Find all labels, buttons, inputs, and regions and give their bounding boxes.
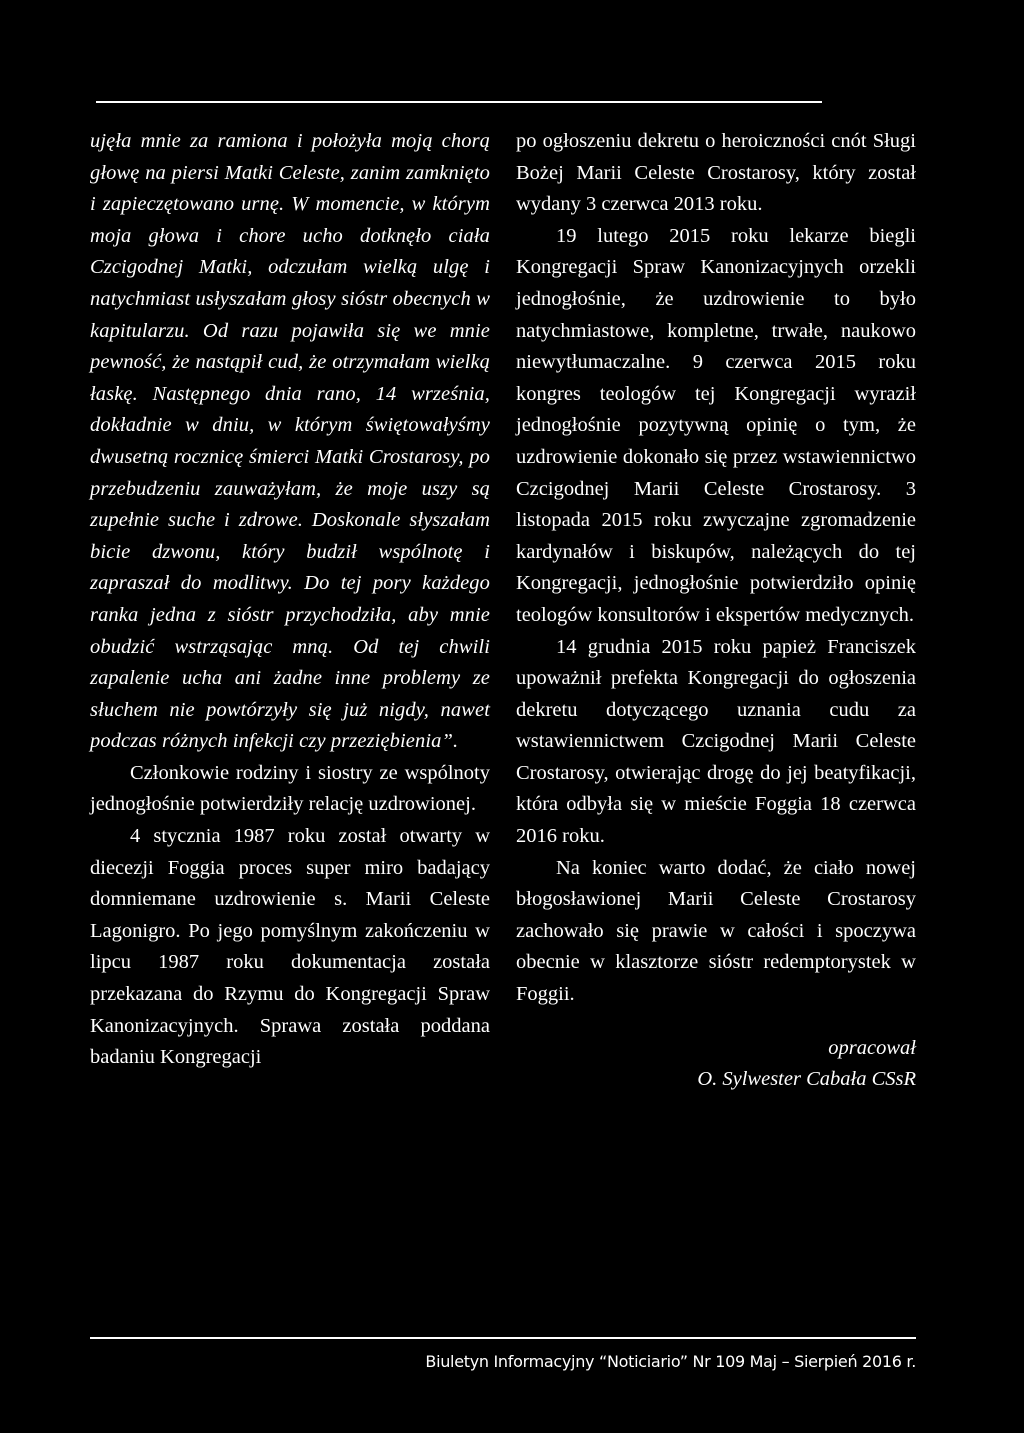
decree-paragraph: po ogłoszeniu dekretu o heroiczności cnót Sługi Bożej Marii Celeste Crostarosy, który został wydany 3 czerwca 2013 roku. xyxy=(516,130,916,216)
process-paragraph: 4 stycznia 1987 roku został otwarty w diecezji Foggia proces super miro badający domniemane uzdrowienie s. Marii Celeste Lagonigro. Po jego pomyślnym zakończeniu w lipcu 1987 roku dokumentacja została przekazana do Rzymu do Kongregacji Spraw Kanonizacyjnych. Sprawa została poddana badaniu Kongregacji xyxy=(90,825,490,1069)
signature xyxy=(516,1033,916,1096)
page-footer: Biuletyn Informacyjny “Noticiario” Nr 109 Maj – Sierpień 2016 r. xyxy=(425,1352,916,1371)
signature-author: O. Sylwester Cabała CSsR xyxy=(697,1068,916,1091)
medical-paragraph: 19 lutego 2015 roku lekarze biegli Kongregacji Spraw Kanonizacyjnych orzekli jednogłośnie, że uzdrowienie to było natychmiastowe, kompletne, trwałe, naukowo niewytłumaczalne. 9 czerwca 2015 roku kongres teologów tej Kongregacji wyraził jednogłośnie pozytywną opinię o tym, że uzdrowienie dokonało się przez wstawiennictwo Czcigodnej Marii Celeste Crostarosy. 3 listopada 2015 roku zwyczajne zgromadzenie kardynałów i biskupów, należących do tej Kongregacji, jednogłośnie potwierdziło opinię teologów konsultorów i ekspertów medycznych. xyxy=(516,224,916,626)
closing-paragraph: Na koniec warto dodać, że ciało nowej błogosławionej Marii Celeste Crostarosy zachowało się prawie w całości i spoczywa obecnie w klasztorze sióstr redemptorystek w Foggii. xyxy=(516,856,916,1006)
papal-decree-paragraph: 14 grudnia 2015 roku papież Franciszek upoważnił prefekta Kongregacji do ogłoszenia dekretu dotyczącego uznania cudu za wstawiennictwem Czcigodnej Marii Celeste Crostarosy, otwierając drogę do jej beatyfikacji, która odbyła się w mieście Foggia 18 czerwca 2016 roku. xyxy=(516,635,916,848)
signature-label: opracował xyxy=(828,1036,916,1059)
testimony-paragraph: ujęła mnie za ramiona i położyła moją chorą głowę na piersi Matki Celeste, zanim zamknięto i zapieczętowano urnę. W momencie, w którym moja głowa i chore ucho dotknęło ciała Czcigodnej Matki, odczułam wielką ulgę i natychmiast usłyszałam głosy sióstr obecnych w kapitularzu. Od razu pojawiła się we mnie pewność, że nastąpił cud, że otrzymałam wielką łaskę. Następnego dnia rano, 14 września, dokładnie w dniu, w którym świętowałyśmy dwusetną rocznicę śmierci Matki Crostarosy, po przebudzeniu zauważyłam, że moje uszy są zupełnie suche i zdrowe. Doskonale słyszałam bicie dzwonu, który budził wspólnotę i zapraszał do modlitwy. Do tej pory każdego ranka jedna z sióstr przychodziła, aby mnie obudzić wstrząsając mną. Od tej chwili zapalenie ucha ani żadne inne problemy ze słuchem nie powtórzyły się już nigdy, nawet podczas różnych infekcji czy przeziębienia”. xyxy=(90,130,490,753)
right-column xyxy=(516,126,916,1096)
top-rule xyxy=(96,101,822,103)
left-column xyxy=(90,126,490,1074)
bottom-rule xyxy=(90,1337,916,1339)
family-confirmation-paragraph: Członkowie rodziny i siostry ze wspólnoty jednogłośnie potwierdziły relację uzdrowionej. xyxy=(90,761,490,816)
